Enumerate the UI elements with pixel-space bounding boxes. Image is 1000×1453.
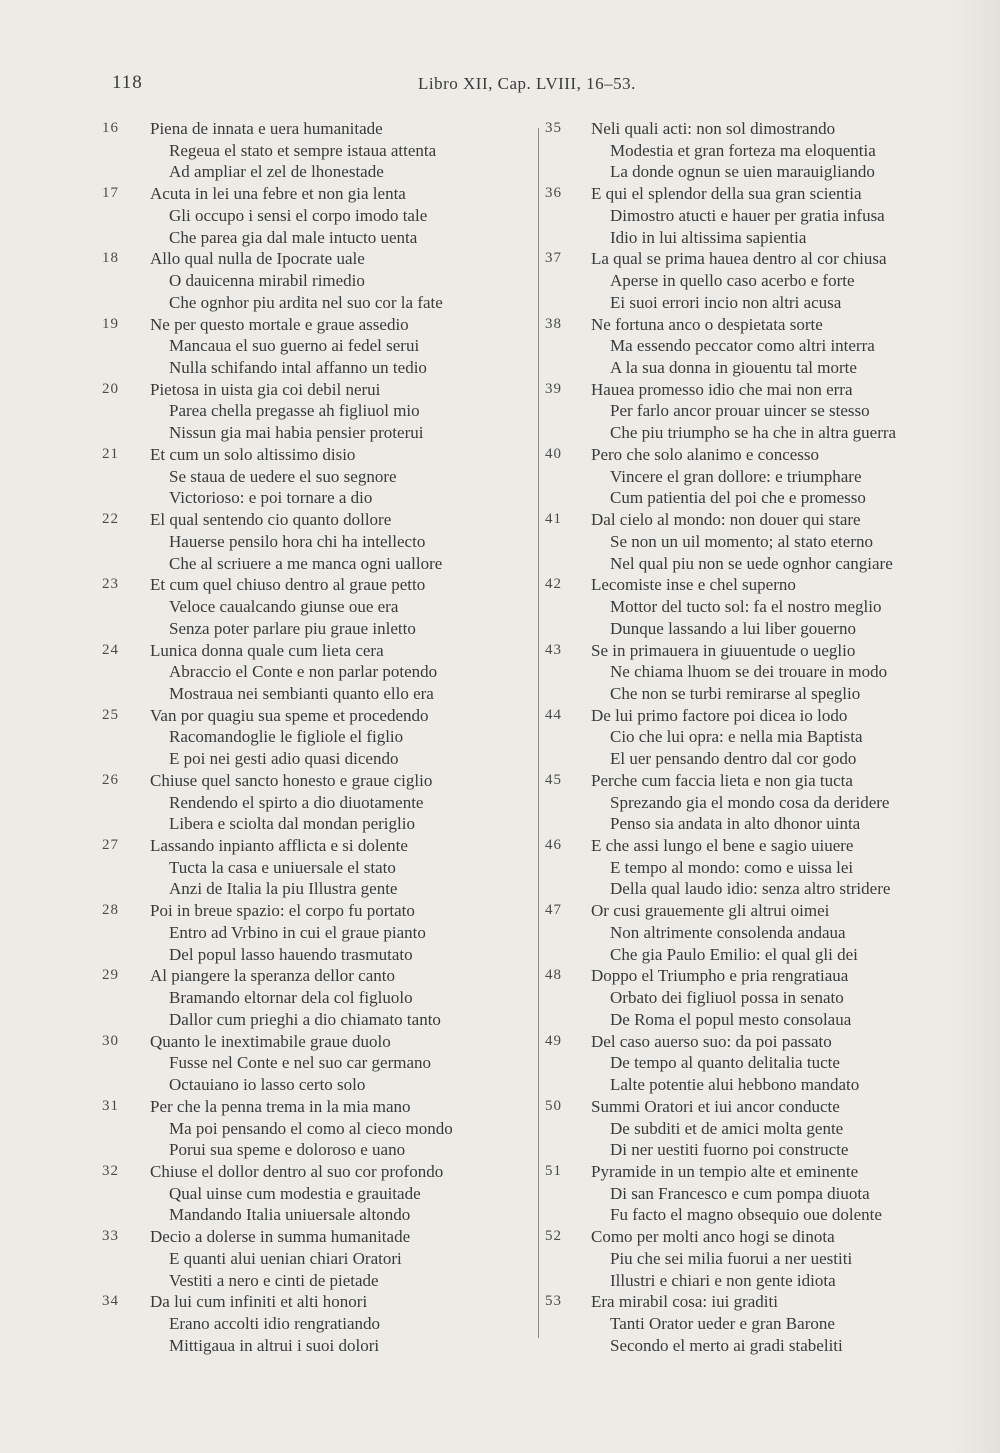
stanza-number: 38 — [545, 315, 562, 332]
verse-line: Vincere el gran dollore: e triumphare — [610, 466, 862, 486]
verse-line: Ei suoi errori incio non altri acusa — [610, 292, 842, 312]
stanza — [102, 509, 522, 574]
stanza — [545, 314, 965, 379]
stanza-number: 42 — [545, 576, 562, 593]
verse-line: Secondo el merto ai gradi stabeliti — [610, 1335, 843, 1355]
verse-line: Allo qual nulla de Ipocrate uale — [150, 249, 365, 269]
verse-line: Acuta in lei una febre et non gia lenta — [150, 184, 406, 204]
verse-line: Lassando inpianto afflicta e si dolente — [150, 836, 408, 856]
verse-line: Or cusi grauemente gli altrui oimei — [591, 901, 830, 921]
stanza-number: 32 — [102, 1163, 119, 1179]
verse-line: Di san Francesco e cum pompa diuota — [610, 1183, 870, 1203]
stanza-number: 35 — [545, 120, 562, 136]
stanza — [545, 770, 965, 835]
stanza-number: 25 — [102, 706, 119, 723]
verse-line: Fusse nel Conte e nel suo car germano — [169, 1053, 432, 1073]
stanza — [102, 574, 522, 639]
stanza-number: 45 — [545, 771, 562, 788]
verse-line: Mittigaua in altrui i suoi dolori — [169, 1335, 380, 1355]
verse-line: Se staua de uedere el suo segnore — [169, 466, 397, 486]
verse-line: Et cum quel chiuso dentro al graue petto — [150, 575, 426, 595]
verse-line: Che ognhor piu ardita nel suo cor la fate — [169, 292, 443, 312]
verse-line: Della qual laudo idio: senza altro stridere — [610, 879, 891, 899]
verse-line: Hauea promesso idio che mai non erra — [591, 379, 853, 399]
stanza — [545, 1031, 965, 1096]
verse-line: Quanto le inextimabile graue duolo — [150, 1031, 391, 1051]
verse-line: Doppo el Triumpho e pria rengratiaua — [591, 966, 849, 986]
verse-line: Sprezando gia el mondo cosa da deridere — [610, 792, 890, 812]
stanza — [102, 835, 522, 900]
verse-line: Tucta la casa e uniuersale el stato — [169, 857, 396, 877]
stanza — [545, 705, 965, 770]
stanza-number: 43 — [545, 641, 562, 658]
verse-line: Mottor del tucto sol: fa el nostro meglio — [610, 597, 882, 617]
stanza-number: 27 — [102, 837, 119, 854]
stanza — [102, 118, 522, 183]
stanza — [545, 1161, 965, 1226]
stanza — [545, 835, 965, 900]
stanza — [102, 770, 522, 835]
verse-line: Libera e sciolta dal mondan periglio — [169, 814, 415, 834]
verse-line: Senza poter parlare piu graue inletto — [169, 618, 416, 638]
verse-line: Per che la penna trema in la mia mano — [150, 1096, 411, 1116]
left-column — [102, 118, 522, 1358]
verse-line: Cum patientia del poi che e promesso — [610, 488, 866, 508]
verse-line: Che gia Paulo Emilio: el qual gli dei — [610, 944, 858, 964]
stanza — [545, 1096, 965, 1161]
verse-line: Non altrimente consolenda andaua — [610, 922, 846, 942]
page-number: 118 — [112, 72, 143, 93]
verse-line: Abraccio el Conte e non parlar potendo — [169, 662, 438, 682]
stanza — [102, 444, 522, 509]
page-header — [0, 72, 1000, 102]
verse-line: Et cum un solo altissimo disio — [150, 444, 356, 464]
stanza-number: 49 — [545, 1032, 562, 1049]
stanza-number: 28 — [102, 902, 119, 919]
stanza-number: 16 — [102, 120, 119, 136]
verse-line: Poi in breue spazio: el corpo fu portato — [150, 901, 415, 921]
verse-line: Del popul lasso hauendo trasmutato — [169, 944, 413, 964]
stanza-number: 34 — [102, 1293, 119, 1310]
stanza-number: 41 — [545, 511, 562, 528]
verse-line: Pyramide in un tempio alte et eminente — [591, 1162, 859, 1181]
verse-line: Che non se turbi remirarse al speglio — [610, 683, 861, 703]
verse-line: Nissun gia mai habia pensier proterui — [169, 423, 424, 443]
verse-line: Dunque lassando a lui liber gouerno — [610, 618, 856, 638]
verse-line: Idio in lui altissima sapientia — [610, 227, 807, 247]
verse-line: Pero che solo alanimo e concesso — [591, 444, 820, 464]
verse-line: Pietosa in uista gia coi debil nerui — [150, 379, 381, 399]
column-divider — [538, 128, 539, 1338]
verse-line: La qual se prima hauea dentro al cor chiusa — [591, 249, 887, 269]
verse-line: La donde ognun se uien marauigliando — [610, 162, 875, 182]
verse-line: Gli occupo i sensi el corpo imodo tale — [169, 205, 428, 225]
verse-line: Ne per questo mortale e graue assedio — [150, 314, 409, 334]
stanza-number: 22 — [102, 511, 119, 528]
stanza — [102, 640, 522, 705]
verse-line: Cio che lui opra: e nella mia Baptista — [610, 727, 863, 747]
verse-line: E tempo al mondo: como e uissa lei — [610, 857, 854, 877]
verse-line: Chiuse quel sancto honesto e graue ciglio — [150, 770, 433, 790]
verse-line: Nulla schifando intal affanno un tedio — [169, 357, 427, 377]
stanza-number: 44 — [545, 706, 562, 723]
verse-line: De subditi et de amici molta gente — [610, 1118, 844, 1138]
stanza — [102, 314, 522, 379]
verse-line: Perche cum faccia lieta e non gia tucta — [591, 770, 853, 790]
stanza-number: 40 — [545, 445, 562, 462]
stanza — [102, 183, 522, 248]
stanza-number: 21 — [102, 445, 119, 462]
stanza — [545, 379, 965, 444]
stanza — [545, 965, 965, 1030]
verse-line: Illustri e chiari e non gente idiota — [610, 1270, 836, 1290]
verse-line: Lalte potentie alui hebbono mandato — [610, 1075, 860, 1095]
verse-line: Che piu triumpho se ha che in altra guerra — [610, 423, 897, 443]
stanza-number: 47 — [545, 902, 562, 919]
stanza-number: 19 — [102, 315, 119, 332]
stanza — [545, 118, 965, 183]
verse-line: E qui el splendor della sua gran scientia — [591, 184, 862, 204]
verse-line: Veloce caualcando giunse oue era — [169, 597, 399, 617]
stanza-number: 18 — [102, 250, 119, 267]
stanza-number: 33 — [102, 1228, 119, 1245]
verse-line: Penso sia andata in alto dhonor uinta — [610, 814, 861, 834]
stanza-number: 30 — [102, 1032, 119, 1049]
verse-line: De tempo al quanto delitalia tucte — [610, 1053, 840, 1073]
verse-line: Del caso auerso suo: da poi passato — [591, 1031, 832, 1051]
verse-line: De lui primo factore poi dicea io lodo — [591, 705, 848, 725]
stanza — [102, 1291, 522, 1356]
stanza — [102, 379, 522, 444]
verse-line: Como per molti anco hogi se dinota — [591, 1227, 835, 1247]
stanza — [102, 248, 522, 313]
stanza-number: 20 — [102, 380, 119, 397]
verse-line: Mancaua el suo guerno ai fedel serui — [169, 336, 420, 356]
verse-line: Entro ad Vrbino in cui el graue pianto — [169, 922, 426, 942]
running-title: Libro XII, Cap. LVIII, 16–53. — [418, 74, 636, 93]
stanza-number: 24 — [102, 641, 119, 658]
verse-line: Da lui cum infiniti et alti honori — [150, 1292, 368, 1312]
stanza — [102, 965, 522, 1030]
verse-line: Ne chiama lhuom se dei trouare in modo — [610, 662, 888, 682]
verse-line: Qual uinse cum modestia e grauitade — [169, 1183, 421, 1203]
verse-line: Piu che sei milia fuorui a ner uestiti — [610, 1248, 853, 1268]
stanza — [102, 1031, 522, 1096]
stanza-number: 37 — [545, 250, 562, 267]
verse-line: Parea chella pregasse ah figliuol mio — [169, 401, 420, 421]
verse-line: Lunica donna quale cum lieta cera — [150, 640, 384, 660]
verse-line: Fu facto el magno obsequio oue dolente — [610, 1205, 882, 1225]
verse-line: Anzi de Italia la piu Illustra gente — [169, 879, 398, 899]
stanza-number: 53 — [545, 1293, 562, 1310]
verse-line: Modestia et gran forteza ma eloquentia — [610, 140, 876, 160]
verse-line: Racomandoglie le figliole el figlio — [169, 727, 404, 747]
verse-line: E poi nei gesti adio quasi dicendo — [169, 749, 399, 769]
verse-line: Per farlo ancor prouar uincer se stesso — [610, 401, 870, 421]
verse-line: Porui sua speme e doloroso e uano — [169, 1140, 406, 1160]
stanza-number: 46 — [545, 837, 562, 854]
stanza — [545, 248, 965, 313]
verse-line: De Roma el popul mesto consolaua — [610, 1009, 852, 1029]
stanza-number: 39 — [545, 380, 562, 397]
verse-line: Al piangere la speranza dellor canto — [150, 966, 395, 986]
verse-line: Di ner uestiti fuorno poi constructe — [610, 1140, 849, 1160]
stanza-number: 31 — [102, 1097, 119, 1114]
verse-line: Tanti Orator ueder e gran Barone — [610, 1314, 835, 1334]
verse-line: Se in primauera in giuuentude o ueglio — [591, 640, 856, 660]
stanza — [545, 574, 965, 639]
verse-line: Hauerse pensilo hora chi ha intellecto — [169, 531, 426, 551]
verse-line: El qual sentendo cio quanto dollore — [150, 510, 392, 530]
verse-line: Summi Oratori et iui ancor conducte — [591, 1096, 840, 1116]
verse-line: Rendendo el spirto a dio diuotamente — [169, 792, 424, 812]
stanza — [102, 1096, 522, 1161]
stanza — [545, 900, 965, 965]
stanza-number: 36 — [545, 185, 562, 202]
verse-line: Piena de innata e uera humanitade — [150, 119, 383, 138]
stanza — [545, 509, 965, 574]
verse-line: Ad ampliar el zel de lhonestade — [169, 162, 384, 182]
verse-line: Ma poi pensando el como al cieco mondo — [169, 1118, 453, 1138]
verse-line: Ma essendo peccator como altri interra — [610, 336, 875, 356]
verse-line: Mostraua nei sembianti quanto ello era — [169, 683, 434, 703]
stanza-number: 29 — [102, 967, 119, 984]
stanza — [102, 1226, 522, 1291]
stanza-number: 26 — [102, 771, 119, 788]
stanza — [545, 640, 965, 705]
stanza — [545, 1291, 965, 1356]
verse-line: Se non un uil momento; al stato eterno — [610, 531, 873, 551]
verse-line: O dauicenna mirabil rimedio — [169, 271, 365, 291]
verse-line: Lecomiste inse e chel superno — [591, 575, 796, 595]
stanza — [545, 1226, 965, 1291]
verse-line: Vestiti a nero e cinti de pietade — [169, 1270, 379, 1290]
verse-line: Chiuse el dollor dentro al suo cor profondo — [150, 1162, 444, 1181]
verse-line: Mandando Italia uniuersale altondo — [169, 1205, 411, 1225]
verse-line: Erano accolti idio rengratiando — [169, 1314, 380, 1334]
verse-line: Era mirabil cosa: iui graditi — [591, 1292, 778, 1312]
verse-line: Che parea gia dal male intucto uenta — [169, 227, 418, 247]
stanza-number: 23 — [102, 576, 119, 593]
stanza — [102, 1161, 522, 1226]
verse-line: Dal cielo al mondo: non douer qui stare — [591, 510, 861, 530]
stanza — [545, 183, 965, 248]
stanza-number: 52 — [545, 1228, 562, 1245]
verse-line: Van por quagiu sua speme et procedendo — [150, 705, 429, 725]
verse-line: Victorioso: e poi tornare a dio — [169, 488, 373, 508]
stanza — [102, 900, 522, 965]
verse-line: E quanti alui uenian chiari Oratori — [169, 1248, 402, 1268]
verse-line: El uer pensando dentro dal cor godo — [610, 749, 857, 769]
stanza-number: 51 — [545, 1163, 562, 1179]
verse-line: A la sua donna in giouentu tal morte — [610, 357, 857, 377]
verse-line: Nel qual piu non se uede ognhor cangiare — [610, 553, 893, 573]
verse-line: Dallor cum prieghi a dio chiamato tanto — [169, 1009, 441, 1029]
stanza-number: 50 — [545, 1097, 562, 1114]
stanza — [545, 444, 965, 509]
stanza — [102, 705, 522, 770]
verse-line: E che assi lungo el bene e sagio uiuere — [591, 836, 854, 856]
verse-line: Neli quali acti: non sol dimostrando — [591, 119, 836, 138]
verse-line: Octauiano io lasso certo solo — [169, 1075, 366, 1095]
verse-line: Regeua el stato et sempre istaua attenta — [169, 140, 437, 160]
verse-line: Decio a dolerse in summa humanitade — [150, 1227, 411, 1247]
verse-line: Che al scriuere a me manca ogni uallore — [169, 553, 443, 573]
right-column — [545, 118, 965, 1358]
verse-line: Dimostro atucti e hauer per gratia infusa — [610, 205, 885, 225]
verse-line: Ne fortuna anco o despietata sorte — [591, 314, 823, 334]
verse-line: Bramando eltornar dela col figluolo — [169, 988, 413, 1008]
stanza-number: 17 — [102, 185, 119, 202]
stanza-number: 48 — [545, 967, 562, 984]
verse-line: Aperse in quello caso acerbo e forte — [610, 271, 855, 291]
verse-line: Orbato dei figliuol possa in senato — [610, 988, 844, 1008]
